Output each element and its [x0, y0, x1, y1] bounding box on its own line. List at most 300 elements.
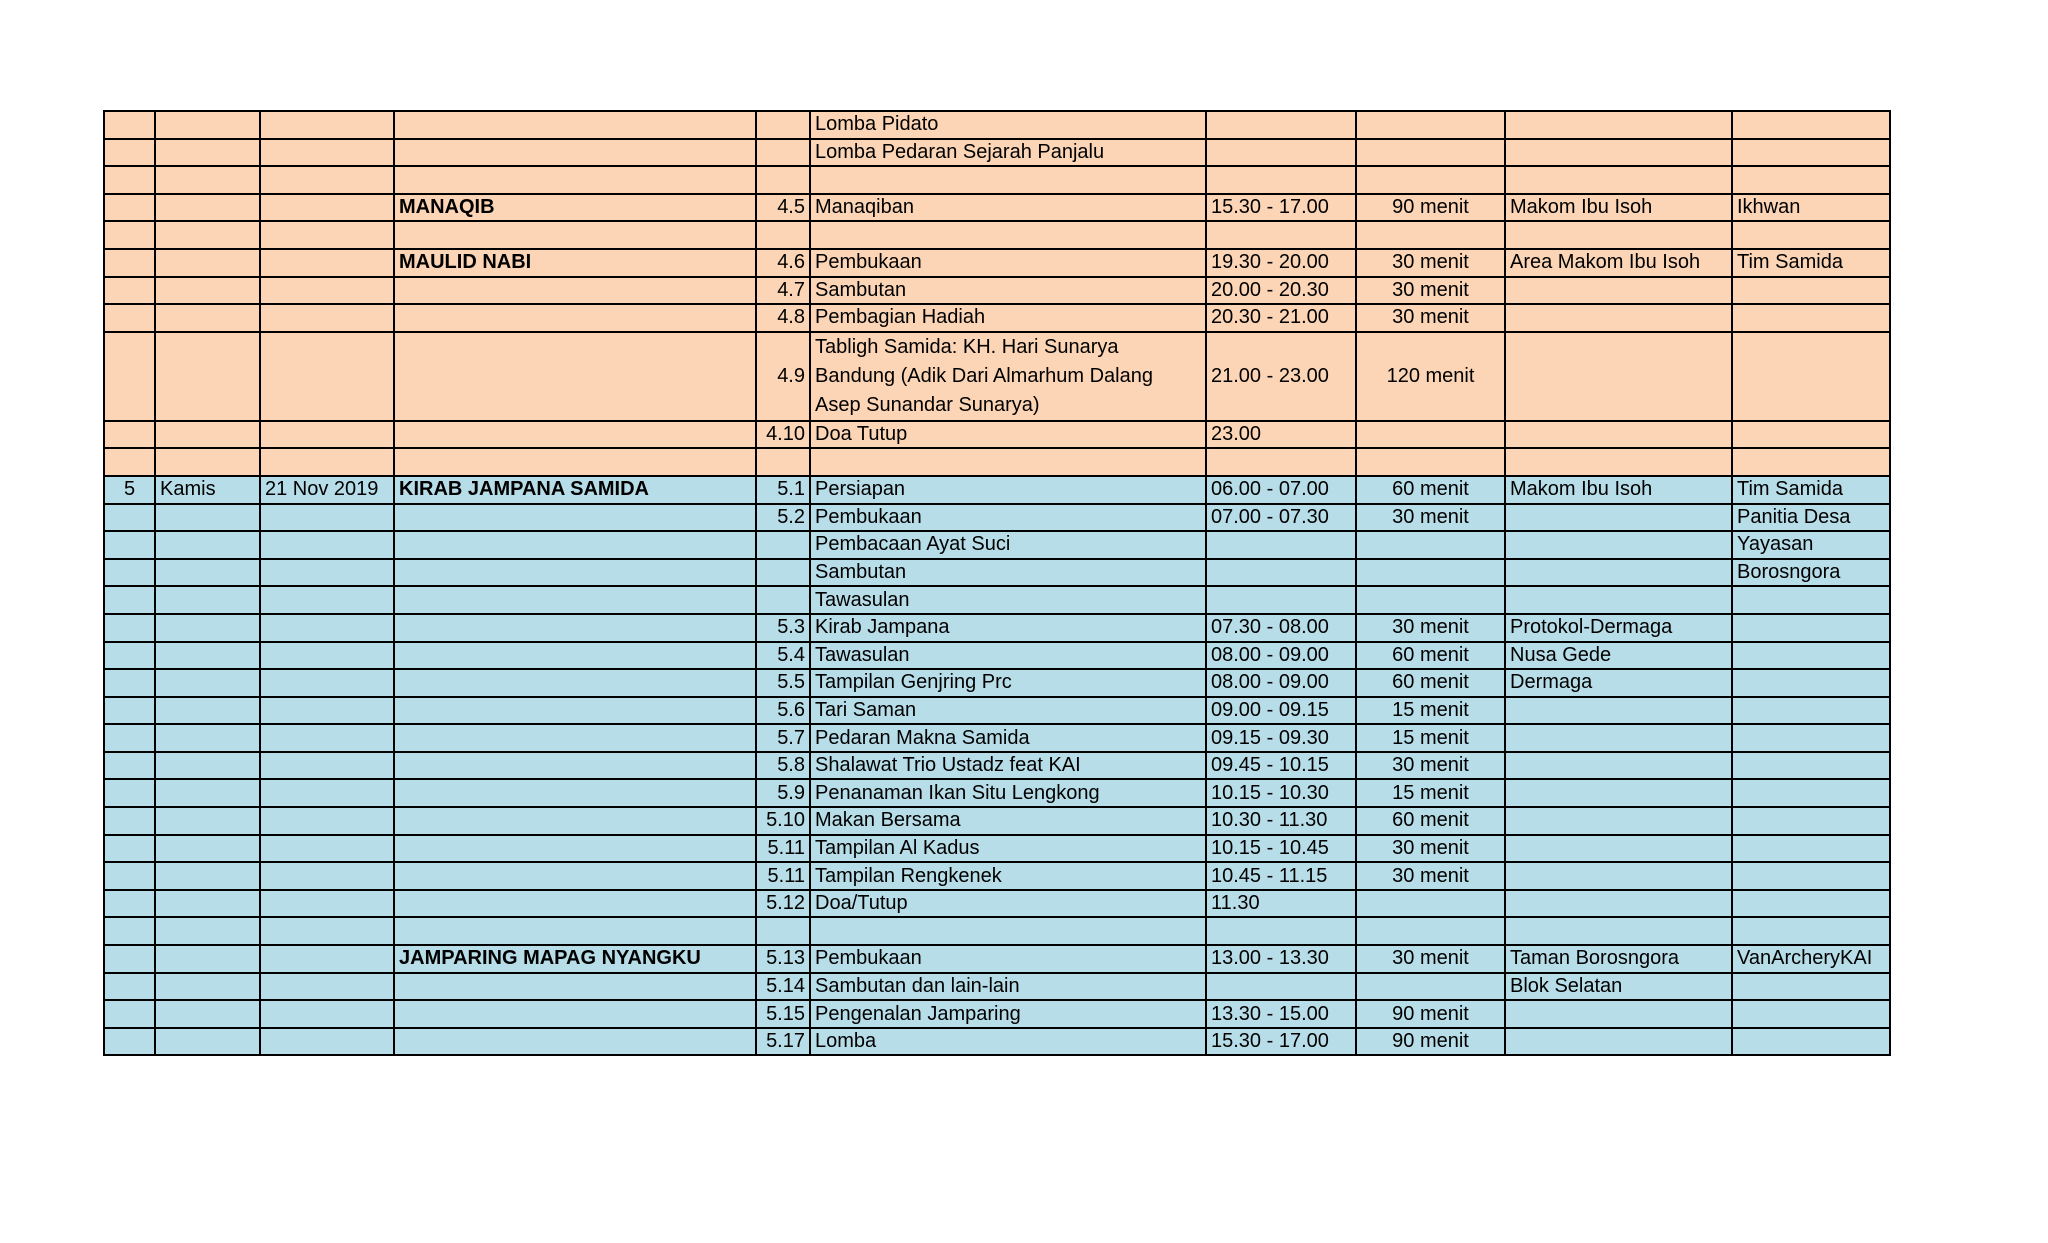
cell-day [155, 448, 260, 476]
cell-activity: Lomba Pedaran Sejarah Panjalu [810, 139, 1206, 167]
cell-code [756, 111, 810, 139]
cell-time: 10.15 - 10.30 [1206, 779, 1356, 807]
cell-pic [1732, 642, 1890, 670]
cell-time [1206, 111, 1356, 139]
cell-activity: Lomba Pidato [810, 111, 1206, 139]
cell-activity: Doa/Tutup [810, 890, 1206, 918]
cell-date [260, 724, 394, 752]
cell-no [104, 111, 155, 139]
cell-activity: Tampilan Genjring Prc [810, 669, 1206, 697]
cell-activity: Sambutan [810, 277, 1206, 305]
cell-time: 08.00 - 09.00 [1206, 669, 1356, 697]
cell-event: MAULID NABI [394, 249, 756, 277]
cell-location: Makom Ibu Isoh [1505, 194, 1732, 222]
cell-event [394, 139, 756, 167]
cell-time [1206, 448, 1356, 476]
cell-code: 5.13 [756, 945, 810, 973]
cell-activity: Pembukaan [810, 249, 1206, 277]
cell-code: 5.15 [756, 1000, 810, 1028]
cell-day [155, 614, 260, 642]
cell-day [155, 835, 260, 863]
cell-day [155, 277, 260, 305]
cell-pic [1732, 697, 1890, 725]
cell-event [394, 111, 756, 139]
cell-event [394, 614, 756, 642]
cell-event [394, 166, 756, 194]
cell-location: Nusa Gede [1505, 642, 1732, 670]
cell-activity: Shalawat Trio Ustadz feat KAI [810, 752, 1206, 780]
cell-location [1505, 835, 1732, 863]
cell-day [155, 724, 260, 752]
cell-date [260, 194, 394, 222]
table-row [104, 1028, 1890, 1056]
cell-event [394, 421, 756, 449]
cell-event [394, 277, 756, 305]
cell-location [1505, 559, 1732, 587]
table-row [104, 221, 1890, 249]
cell-event [394, 531, 756, 559]
cell-day [155, 531, 260, 559]
cell-time: 09.00 - 09.15 [1206, 697, 1356, 725]
cell-event [394, 669, 756, 697]
cell-time: 21.00 - 23.00 [1206, 332, 1356, 421]
cell-time: 15.30 - 17.00 [1206, 1028, 1356, 1056]
cell-no [104, 835, 155, 863]
cell-code: 4.8 [756, 304, 810, 332]
cell-activity: Manaqiban [810, 194, 1206, 222]
cell-duration: 30 menit [1356, 835, 1505, 863]
cell-activity: Pembacaan Ayat Suci [810, 531, 1206, 559]
table-row [104, 614, 1890, 642]
cell-duration [1356, 586, 1505, 614]
cell-duration [1356, 917, 1505, 945]
cell-location [1505, 724, 1732, 752]
cell-no [104, 166, 155, 194]
cell-pic [1732, 1028, 1890, 1056]
cell-day [155, 917, 260, 945]
cell-event [394, 642, 756, 670]
cell-event [394, 697, 756, 725]
cell-day [155, 862, 260, 890]
cell-no [104, 779, 155, 807]
cell-duration: 90 menit [1356, 1000, 1505, 1028]
cell-no [104, 277, 155, 305]
table-row [104, 1000, 1890, 1028]
cell-code: 5.6 [756, 697, 810, 725]
cell-no [104, 531, 155, 559]
cell-pic: VanArcheryKAI [1732, 945, 1890, 973]
cell-code [756, 166, 810, 194]
cell-location: Blok Selatan [1505, 973, 1732, 1001]
cell-location [1505, 221, 1732, 249]
cell-activity: Doa Tutup [810, 421, 1206, 449]
cell-pic [1732, 332, 1890, 421]
table-row [104, 421, 1890, 449]
table-row [104, 697, 1890, 725]
cell-code: 4.9 [756, 332, 810, 421]
cell-day [155, 249, 260, 277]
cell-date [260, 559, 394, 587]
cell-pic: Yayasan [1732, 531, 1890, 559]
cell-pic [1732, 973, 1890, 1001]
cell-location [1505, 448, 1732, 476]
cell-pic [1732, 277, 1890, 305]
cell-date [260, 862, 394, 890]
cell-time: 13.30 - 15.00 [1206, 1000, 1356, 1028]
cell-day [155, 166, 260, 194]
table-row [104, 304, 1890, 332]
cell-no [104, 642, 155, 670]
cell-pic [1732, 221, 1890, 249]
cell-code: 5.4 [756, 642, 810, 670]
cell-time: 20.30 - 21.00 [1206, 304, 1356, 332]
cell-no [104, 139, 155, 167]
cell-date [260, 945, 394, 973]
cell-day [155, 973, 260, 1001]
cell-no [104, 249, 155, 277]
cell-time: 10.15 - 10.45 [1206, 835, 1356, 863]
cell-activity: Tawasulan [810, 586, 1206, 614]
cell-location: Protokol-Dermaga [1505, 614, 1732, 642]
cell-code [756, 221, 810, 249]
cell-duration: 15 menit [1356, 724, 1505, 752]
cell-event [394, 1028, 756, 1056]
cell-activity: Pembagian Hadiah [810, 304, 1206, 332]
cell-day [155, 1000, 260, 1028]
cell-date [260, 642, 394, 670]
cell-code: 5.9 [756, 779, 810, 807]
cell-day [155, 890, 260, 918]
cell-location: Area Makom Ibu Isoh [1505, 249, 1732, 277]
table-row [104, 504, 1890, 532]
cell-pic [1732, 1000, 1890, 1028]
schedule-table [103, 110, 1891, 1056]
cell-activity: Persiapan [810, 476, 1206, 504]
cell-pic [1732, 448, 1890, 476]
table-row [104, 945, 1890, 973]
cell-event [394, 448, 756, 476]
cell-day: Kamis [155, 476, 260, 504]
cell-no [104, 448, 155, 476]
cell-date [260, 835, 394, 863]
cell-code: 5.3 [756, 614, 810, 642]
cell-code: 4.10 [756, 421, 810, 449]
cell-pic [1732, 724, 1890, 752]
cell-location [1505, 531, 1732, 559]
cell-code: 4.6 [756, 249, 810, 277]
cell-day [155, 586, 260, 614]
table-row [104, 559, 1890, 587]
cell-location [1505, 504, 1732, 532]
cell-date [260, 752, 394, 780]
cell-date [260, 304, 394, 332]
cell-no [104, 807, 155, 835]
cell-date [260, 614, 394, 642]
cell-no [104, 862, 155, 890]
cell-pic: Tim Samida [1732, 476, 1890, 504]
table-row [104, 448, 1890, 476]
cell-time [1206, 221, 1356, 249]
cell-time [1206, 917, 1356, 945]
cell-time: 15.30 - 17.00 [1206, 194, 1356, 222]
cell-activity: Tampilan Rengkenek [810, 862, 1206, 890]
cell-pic [1732, 917, 1890, 945]
table-row [104, 332, 1890, 421]
cell-activity [810, 917, 1206, 945]
cell-location [1505, 277, 1732, 305]
cell-date [260, 504, 394, 532]
cell-time [1206, 559, 1356, 587]
cell-time [1206, 166, 1356, 194]
cell-location: Makom Ibu Isoh [1505, 476, 1732, 504]
cell-activity: Pembukaan [810, 945, 1206, 973]
cell-pic: Ikhwan [1732, 194, 1890, 222]
cell-activity: Penanaman Ikan Situ Lengkong [810, 779, 1206, 807]
cell-day [155, 669, 260, 697]
cell-no [104, 194, 155, 222]
cell-event [394, 724, 756, 752]
cell-activity [810, 166, 1206, 194]
cell-code: 5.7 [756, 724, 810, 752]
cell-time [1206, 586, 1356, 614]
cell-time: 06.00 - 07.00 [1206, 476, 1356, 504]
cell-day [155, 421, 260, 449]
cell-no [104, 421, 155, 449]
cell-activity: Tari Saman [810, 697, 1206, 725]
cell-location [1505, 890, 1732, 918]
cell-code [756, 586, 810, 614]
cell-location [1505, 111, 1732, 139]
cell-location [1505, 752, 1732, 780]
cell-time [1206, 973, 1356, 1001]
cell-code [756, 448, 810, 476]
cell-duration: 30 menit [1356, 304, 1505, 332]
cell-duration: 60 menit [1356, 669, 1505, 697]
cell-location [1505, 304, 1732, 332]
table-row [104, 724, 1890, 752]
cell-day [155, 304, 260, 332]
cell-duration: 60 menit [1356, 642, 1505, 670]
cell-location [1505, 807, 1732, 835]
cell-event [394, 504, 756, 532]
table-row [104, 862, 1890, 890]
cell-date [260, 1000, 394, 1028]
cell-time: 10.45 - 11.15 [1206, 862, 1356, 890]
table-row [104, 277, 1890, 305]
cell-code: 5.11 [756, 835, 810, 863]
cell-date [260, 221, 394, 249]
cell-date: 21 Nov 2019 [260, 476, 394, 504]
cell-date [260, 448, 394, 476]
cell-duration [1356, 221, 1505, 249]
cell-duration: 30 menit [1356, 277, 1505, 305]
cell-event [394, 752, 756, 780]
cell-location [1505, 1000, 1732, 1028]
cell-event [394, 559, 756, 587]
cell-pic [1732, 166, 1890, 194]
cell-time [1206, 139, 1356, 167]
cell-event [394, 807, 756, 835]
cell-date [260, 111, 394, 139]
cell-code: 5.12 [756, 890, 810, 918]
cell-time: 07.00 - 07.30 [1206, 504, 1356, 532]
cell-time: 20.00 - 20.30 [1206, 277, 1356, 305]
cell-day [155, 1028, 260, 1056]
cell-code [756, 559, 810, 587]
cell-code: 5.8 [756, 752, 810, 780]
cell-pic [1732, 304, 1890, 332]
cell-duration [1356, 111, 1505, 139]
table-row [104, 642, 1890, 670]
cell-no [104, 669, 155, 697]
cell-no [104, 917, 155, 945]
cell-location: Dermaga [1505, 669, 1732, 697]
cell-date [260, 973, 394, 1001]
cell-activity: Pengenalan Jamparing [810, 1000, 1206, 1028]
cell-day [155, 752, 260, 780]
cell-event: KIRAB JAMPANA SAMIDA [394, 476, 756, 504]
cell-date [260, 697, 394, 725]
cell-location [1505, 332, 1732, 421]
cell-event [394, 1000, 756, 1028]
cell-event [394, 835, 756, 863]
cell-day [155, 139, 260, 167]
cell-duration: 30 menit [1356, 249, 1505, 277]
cell-no [104, 614, 155, 642]
cell-code: 5.17 [756, 1028, 810, 1056]
cell-activity: Makan Bersama [810, 807, 1206, 835]
cell-event: JAMPARING MAPAG NYANGKU [394, 945, 756, 973]
cell-date [260, 277, 394, 305]
cell-code [756, 531, 810, 559]
cell-activity [810, 448, 1206, 476]
cell-no [104, 724, 155, 752]
cell-code: 5.2 [756, 504, 810, 532]
cell-time: 11.30 [1206, 890, 1356, 918]
cell-date [260, 890, 394, 918]
cell-event [394, 586, 756, 614]
cell-date [260, 917, 394, 945]
cell-pic [1732, 779, 1890, 807]
cell-code: 5.14 [756, 973, 810, 1001]
cell-date [260, 586, 394, 614]
cell-code [756, 917, 810, 945]
cell-duration [1356, 166, 1505, 194]
cell-event [394, 917, 756, 945]
cell-no [104, 1028, 155, 1056]
cell-duration: 15 menit [1356, 779, 1505, 807]
cell-no [104, 752, 155, 780]
cell-location: Taman Borosngora [1505, 945, 1732, 973]
cell-duration [1356, 973, 1505, 1001]
cell-pic: Panitia Desa [1732, 504, 1890, 532]
table-row [104, 669, 1890, 697]
cell-pic [1732, 614, 1890, 642]
cell-activity: Pedaran Makna Samida [810, 724, 1206, 752]
cell-duration: 30 menit [1356, 752, 1505, 780]
cell-activity: Pembukaan [810, 504, 1206, 532]
cell-duration: 30 menit [1356, 945, 1505, 973]
cell-date [260, 669, 394, 697]
cell-pic [1732, 835, 1890, 863]
cell-activity: Sambutan dan lain-lain [810, 973, 1206, 1001]
cell-pic: Tim Samida [1732, 249, 1890, 277]
cell-duration: 60 menit [1356, 476, 1505, 504]
cell-day [155, 807, 260, 835]
cell-duration: 90 menit [1356, 194, 1505, 222]
cell-no [104, 1000, 155, 1028]
cell-activity: Tabligh Samida: KH. Hari Sunarya Bandung (Adik Dari Almarhum Dalang Asep Sunandar Sunarya) [810, 332, 1206, 421]
cell-code: 5.10 [756, 807, 810, 835]
cell-location [1505, 166, 1732, 194]
cell-activity: Tampilan Al Kadus [810, 835, 1206, 863]
table-row [104, 752, 1890, 780]
cell-no [104, 221, 155, 249]
cell-location [1505, 1028, 1732, 1056]
table-row [104, 917, 1890, 945]
cell-pic [1732, 807, 1890, 835]
cell-no [104, 504, 155, 532]
cell-location [1505, 421, 1732, 449]
cell-no [104, 332, 155, 421]
cell-pic [1732, 421, 1890, 449]
cell-date [260, 249, 394, 277]
cell-activity: Tawasulan [810, 642, 1206, 670]
cell-duration: 30 menit [1356, 614, 1505, 642]
cell-time: 13.00 - 13.30 [1206, 945, 1356, 973]
cell-day [155, 194, 260, 222]
cell-pic [1732, 586, 1890, 614]
cell-pic: Borosngora [1732, 559, 1890, 587]
cell-location [1505, 697, 1732, 725]
table-row [104, 807, 1890, 835]
cell-day [155, 697, 260, 725]
table-row [104, 194, 1890, 222]
table-row [104, 476, 1890, 504]
cell-location [1505, 139, 1732, 167]
cell-activity: Sambutan [810, 559, 1206, 587]
table-row [104, 835, 1890, 863]
table-row [104, 166, 1890, 194]
cell-event [394, 221, 756, 249]
cell-location [1505, 779, 1732, 807]
cell-date [260, 166, 394, 194]
cell-date [260, 332, 394, 421]
cell-date [260, 531, 394, 559]
cell-code: 5.11 [756, 862, 810, 890]
cell-duration [1356, 421, 1505, 449]
cell-code: 4.7 [756, 277, 810, 305]
cell-date [260, 807, 394, 835]
cell-day [155, 559, 260, 587]
cell-day [155, 642, 260, 670]
cell-time: 07.30 - 08.00 [1206, 614, 1356, 642]
cell-event [394, 779, 756, 807]
cell-time: 08.00 - 09.00 [1206, 642, 1356, 670]
cell-pic [1732, 862, 1890, 890]
cell-duration [1356, 559, 1505, 587]
cell-duration: 60 menit [1356, 807, 1505, 835]
cell-no [104, 973, 155, 1001]
cell-activity: Lomba [810, 1028, 1206, 1056]
table-row [104, 139, 1890, 167]
cell-time: 23.00 [1206, 421, 1356, 449]
cell-duration [1356, 531, 1505, 559]
cell-time: 19.30 - 20.00 [1206, 249, 1356, 277]
cell-duration [1356, 139, 1505, 167]
cell-day [155, 504, 260, 532]
cell-location [1505, 862, 1732, 890]
